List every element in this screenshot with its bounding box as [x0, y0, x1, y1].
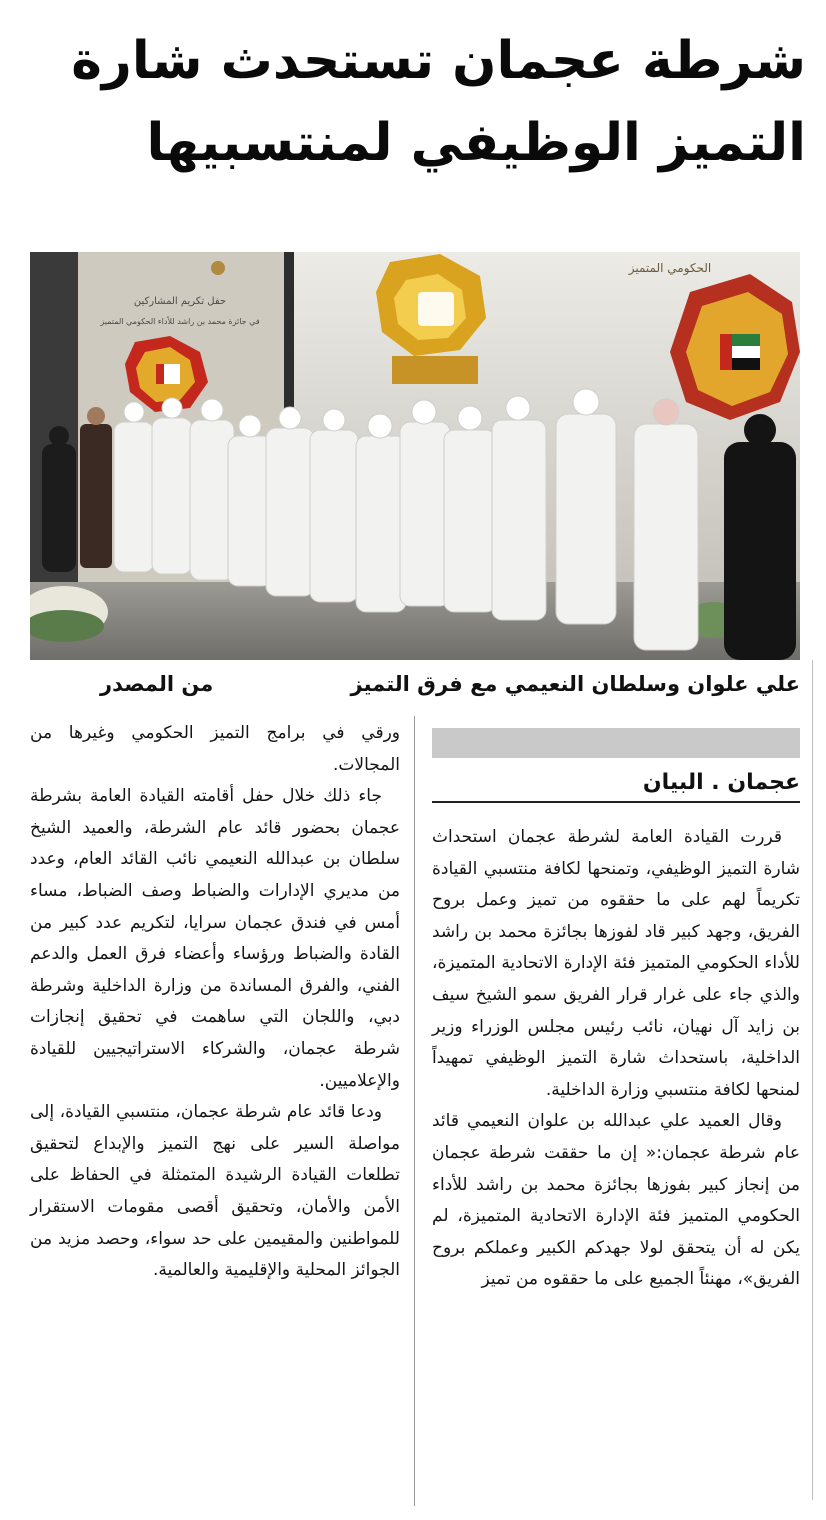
event-photo	[30, 252, 800, 660]
photo-credit: من المصدر	[100, 672, 214, 696]
headline: شرطة عجمان تستحدث شارة التميز الوظيفي لمنتسبيها	[71, 31, 806, 173]
photo-caption: علي علوان وسلطان النعيمي مع فرق التميز	[350, 672, 800, 696]
caption-row	[30, 672, 800, 708]
trophy-center	[376, 254, 486, 384]
paragraph: ودعا قائد عام شرطة عجمان، منتسبي القيادة، إلى مواصلة السير على نهج التميز والإبداع لتحقيق تطلعات القيادة الرشيدة المتمثلة في الحفاظ على الأمن والأمان، وتحقيق أقصى مقومات الاستقرار للمواطنين والمقيمين على حد سواء، وحصد مزيد من الجوائز المحلية والإقليمية والعالمية.	[30, 1102, 400, 1281]
page-edge-line	[812, 660, 813, 1500]
column-divider	[414, 716, 415, 1506]
backdrop-text-2: في جائزة محمد بن راشد للأداء الحكومي المتميز	[100, 317, 260, 326]
paragraph: وقال العميد علي عبدالله بن علوان النعيمي قائد عام شرطة عجمان:« إن ما حققت شرطة عجمان من إنجاز كبير بفوزها بجائزة محمد بن راشد للأداء الحكومي المتميز فئة الإدارة الاتحادية المتميزة، لم يكن له أن يتحقق لولا جهدكم الكبير وعملكم بروح الفريق»، مهنئاً الجميع على ما حققوه من تميز	[432, 1111, 800, 1290]
paragraph: جاء ذلك خلال حفل أقامته القيادة العامة بشرطة عجمان بحضور قائد عام الشرطة، والعميد الشيخ سلطان بن عبدالله النعيمي نائب القائد العام، وعدد من مديري الإدارات والضباط وصف الضباط، مساء أمس في فندق عجمان سرايا، لتكريم عدد كبير من القادة والضباط ورؤساء وأعضاء فرق العمل والدعم الفني، والفرق المساندة من وزارة الداخلية وشرطة دبي، واللجان التي ساهمت في تحقيق إنجازات شرطة عجمان، والشركاء الاستراتيجيين للقيادة والإعلاميين.	[30, 786, 400, 1091]
backdrop-text-1: حفل تكريم المشاركين	[133, 296, 227, 307]
gray-bar	[432, 728, 800, 758]
paragraph: ورقي في برامج التميز الحكومي وغيرها من المجالات.	[30, 723, 400, 775]
article-column-left	[30, 718, 400, 1287]
byline: عجمان . البيان	[432, 770, 800, 803]
backdrop-text-3: الحكومي المتميز	[628, 261, 712, 275]
paragraph: قررت القيادة العامة لشرطة عجمان استحداث شارة التميز الوظيفي، وتمنحها لكافة منتسبي القيادة تكريماً لهم على ما حققوه من تميز وعمل بروح الفريق، وجهد كبير قاد لفوزها بجائزة محمد بن راشد للأداء الحكومي المتميز فئة الإدارة الاتحادية المتميزة، والذي جاء على غرار قرار الفريق سمو الشيخ سيف بن زايد آل نهيان، نائب رئيس مجلس الوزراء وزير الداخلية، باستحداث شارة التميز الوظيفي تمهيداً لمنحها لكافة منتسبي وزارة الداخلية.	[432, 827, 800, 1100]
article-column-right	[432, 822, 800, 1296]
